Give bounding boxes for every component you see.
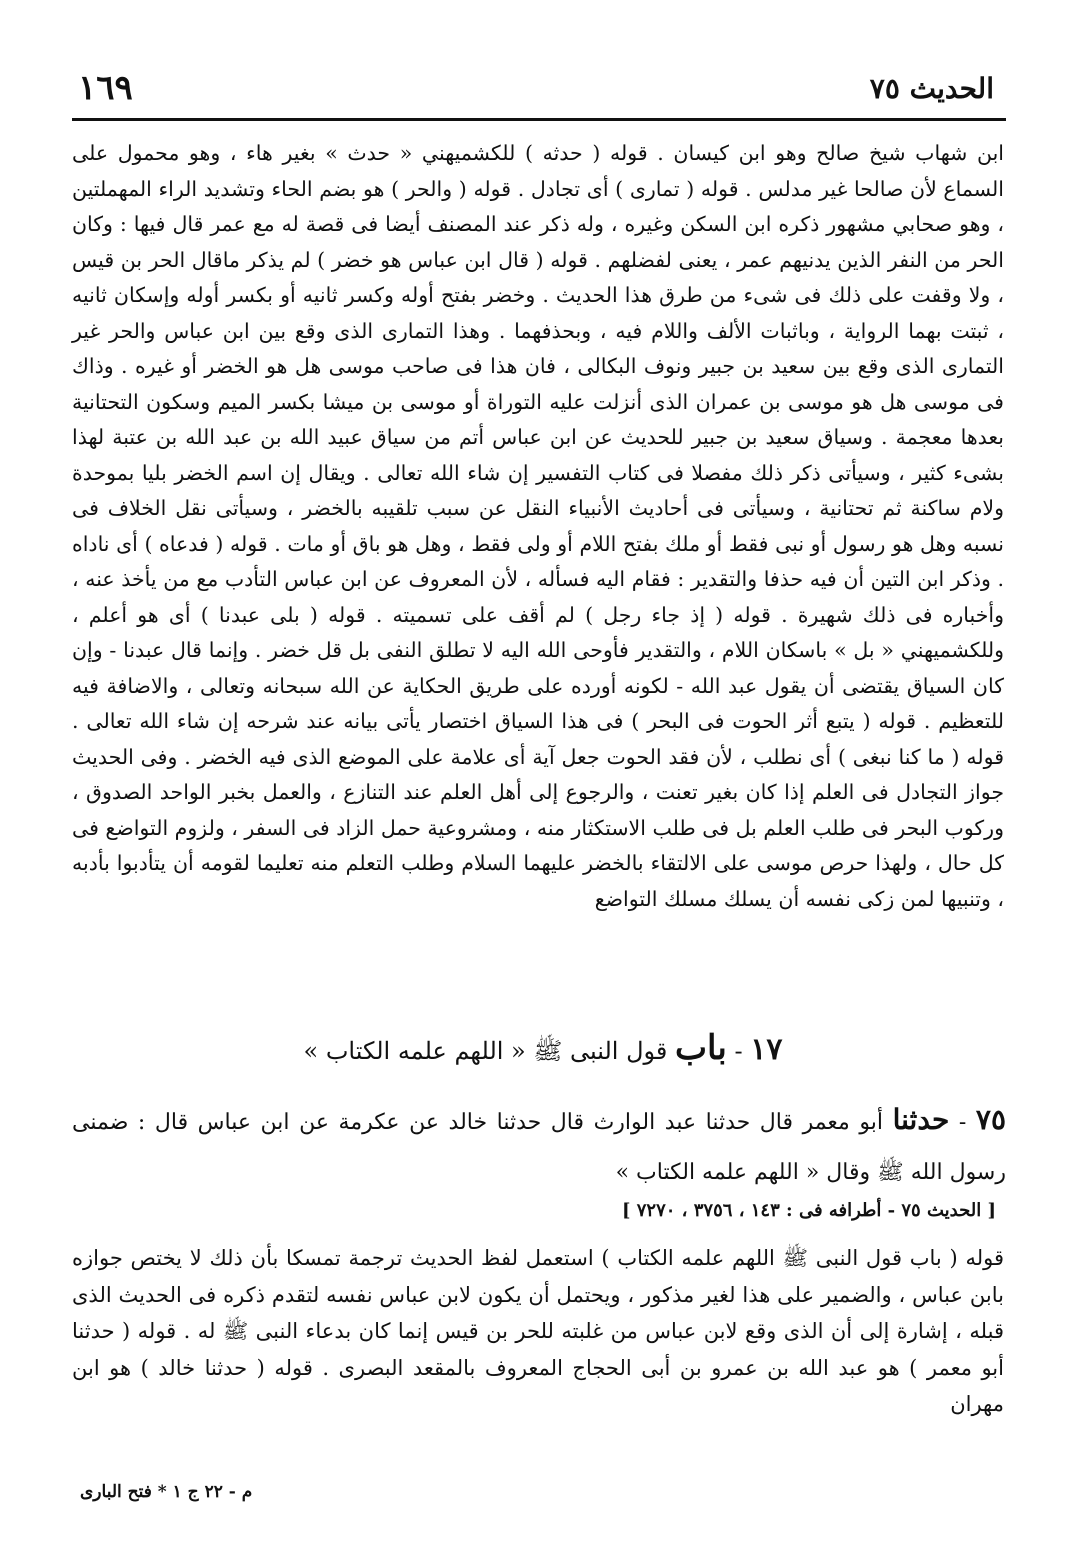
hadith-separator: -: [958, 1110, 967, 1135]
chapter-commentary-text: قوله ( باب قول النبى ﷺ اللهم علمه الكتاب ) استعمل لفظ الحديث ترجمة تمسكا بأن ذلك لا يختص جوازه بابن عباس ، والضمير على هذا لغير مذكور ، ويحتمل أن يكون لابن عباس نفسه لتقدم ذكره فى الحديث الذى قبله ، إشارة إلى أن الذى وقع لابن عباس من غلبته للحر بن قيس إنما كان بدعاء النبى ﷺ له . قوله ( حدثنا أبو معمر ) هو عبد الله بن عمرو بن أبى الحجاج المعروف بالمقعد البصرى . قوله ( حدثنا خالد ) هو ابن مهران: [72, 1246, 1004, 1416]
hadith-references: [ الحديث ٧٥ - أطرافه فى : ١٤٣ ، ٣٧٥٦ ، ٧٢٧٠ ]: [621, 1200, 996, 1221]
page-footer: م - ٢٢ ج ١ * فتح البارى: [80, 1482, 253, 1502]
commentary-paragraph: ابن شهاب شيخ صالح وهو ابن كيسان . قوله ( حدثه ) للكشميهني « حدث » بغير هاء ، وهو محمول على السماع لأن صالحا غير مدلس . قوله ( تمارى ) أى تجادل . قوله ( والحر ) هو بضم الحاء وتشديد الراء المهملتين ، وهو صحابي مشهور ذكره ابن السكن وغيره ، وله ذكر عند المصنف أيضا فى قصة له مع عمر قال فيها : وكان الحر من النفر الذين يدنيهم عمر ، يعنى لفضلهم . قوله ( قال ابن عباس هو خضر ) لم يذكر ماقال الحر بن قيس ، ولا وقفت على ذلك فى شىء من طرق هذا الحديث . وخضر بفتح أوله وكسر ثانيه أو بكسر أوله وإسكان ثانيه ، ثبتت بهما الرواية ، وباثبات الألف واللام فيه ، وبحذفهما . وهذا التمارى الذى وقع بين ابن عباس والحر غير التمارى الذى وقع بين سعيد بن جبير ونوف البكالى ، فان هذا فى صاحب موسى هل هو الخضر أو غيره . وذاك فى موسى هل هو موسى بن عمران الذى أنزلت عليه التوراة أو موسى بن ميشا بكسر الميم وسكون التحتانية بعدها معجمة . وسياق سعيد بن جبير للحديث عن ابن عباس أتم من سياق عبيد الله بن عبد الله بن عتبة لهذا بشىء كثير ، وسيأتى ذكر ذلك مفصلا فى كتاب التفسير إن شاء الله تعالى . ويقال إن اسم الخضر بليا بموحدة ولام ساكنة ثم تحتانية ، وسيأتى فى أحاديث الأنبياء النقل عن سبب تلقيبه بالخضر ، وسيأتى نقل الخلاف فى نسبه وهل هو رسول أو نبى فقط أو ملك بفتح اللام أو ولى فقط ، وهل هو باق أو مات . قوله ( فدعاه ) أى ناداه . وذكر ابن التين أن فيه حذفا والتقدير : فقام اليه فسأله ، لأن المعروف عن ابن عباس التأدب مع من يأخذ عنه ، وأخباره فى ذلك شهيرة . قوله ( إذ جاء رجل ) لم أقف على تسميته . قوله ( بلى عبدنا ) أى هو أعلم ، وللكشميهني « بل » باسكان اللام ، والتقدير فأوحى الله اليه لا تطلق النفى بل قل خضر . وإنما قال عبدنا - وإن كان السياق يقتضى أن يقول عبد الله - لكونه أورده على طريق الحكاية عن الله سبحانه وتعالى ، والاضافة فيه للتعظيم . قوله ( يتبع أثر الحوت فى البحر ) فى هذا السياق اختصار يأتى بيانه عند شرحه إن شاء الله تعالى . قوله ( ما كنا نبغى ) أى نطلب ، لأن فقد الحوت جعل آية أى علامة على الموضع الذى فيه الخضر . وفى الحديث جواز التجادل فى العلم إذا كان بغير تعنت ، والرجوع إلى أهل العلم عند التنازع ، والعمل بخبر الواحد الصدوق ، وركوب البحر فى طلب العلم بل فى طلب الاستكثار منه ، ومشروعية حمل الزاد فى السفر ، ولزوم التواضع فى كل حال ، ولهذا حرص موسى على الالتقاء بالخضر عليهما السلام وطلب التعلم منه تعليما لقومه أن يتأدبوا بأدبه ، وتنبيها لمن زكى نفسه أن يسلك مسلك التواضع: [72, 141, 1004, 911]
hadith-number: ٧٥: [975, 1103, 1006, 1136]
header-divider: [72, 118, 1006, 121]
page-number: ١٦٩: [78, 68, 133, 108]
running-title: الحديث ٧٥: [869, 72, 994, 105]
main-commentary: [72, 136, 1004, 917]
chapter-commentary: [72, 1240, 1004, 1423]
hadith-body: أبو معمر قال حدثنا عبد الوارث قال حدثنا خالد عن عكرمة عن ابن عباس قال : ضمنى رسول الله ﷺ وقال « اللهم علمه الكتاب »: [72, 1110, 1006, 1185]
chapter-heading: [120, 1028, 966, 1071]
chapter-separator: -: [734, 1037, 743, 1065]
page-header: [78, 62, 994, 122]
hadith-lead: حدثنا: [892, 1103, 950, 1136]
chapter-bab-label: باب: [675, 1028, 727, 1068]
chapter-title: قول النبى ﷺ « اللهم علمه الكتاب »: [303, 1037, 668, 1065]
hadith-text: [72, 1095, 1006, 1198]
chapter-number: ١٧: [750, 1032, 783, 1067]
